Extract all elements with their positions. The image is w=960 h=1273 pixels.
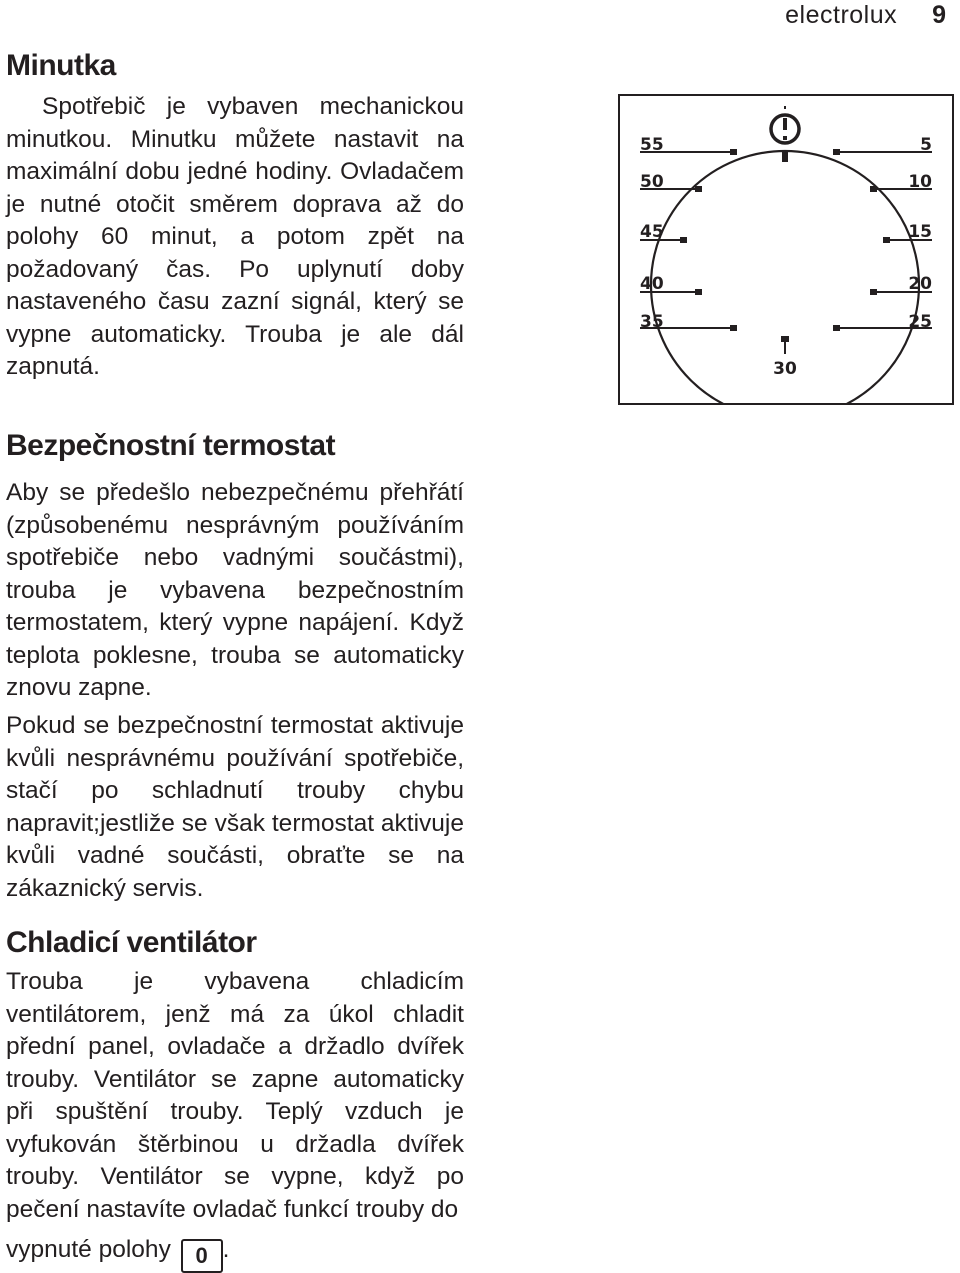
clock-icon xyxy=(771,106,799,162)
end-period: . xyxy=(222,1236,230,1263)
dial-tick-end-40 xyxy=(695,289,702,295)
page-number: 9 xyxy=(932,1,946,29)
dial-label-15: 15 xyxy=(908,222,932,242)
page-header xyxy=(785,0,946,30)
dial-tick-end-15 xyxy=(883,237,890,243)
dial-tick-end-55 xyxy=(730,149,737,155)
dial-label-40: 40 xyxy=(640,274,664,294)
dial-tick-end-5 xyxy=(833,149,840,155)
dial-label-30: 30 xyxy=(773,359,797,379)
dial-tick-end-10 xyxy=(870,186,877,192)
cooling-fan-last-line xyxy=(6,1234,229,1273)
dial-tick-end-25 xyxy=(833,325,840,331)
dial-label-20: 20 xyxy=(908,274,932,294)
dial-tick-end-20 xyxy=(870,289,877,295)
dial-label-25: 25 xyxy=(908,312,932,332)
dial-label-45: 45 xyxy=(640,222,664,242)
off-position-text: vypnuté polohy xyxy=(6,1236,171,1263)
cooling-fan-description: Trouba je vybavena chladicím ventilátorem, jenž má za úkol chladit přední panel, ovladače a držadlo dvířek trouby. Ventilátor se zapne automaticky při spuštění trouby. Teplý vzduch je vyfukován štěrbinou u držadla dvířek trouby. Ventilátor se vypne, když po pečení nastavíte ovladač funkcí trouby do xyxy=(6,968,464,1223)
brand-name: electrolux xyxy=(785,1,898,29)
dial-label-5: 5 xyxy=(920,135,932,155)
off-symbol-box: 0 xyxy=(181,1239,223,1273)
dial-label-35: 35 xyxy=(640,312,664,332)
section-title-timer: Minutka xyxy=(6,49,116,82)
dial-mark-30 xyxy=(781,336,789,354)
timer-description: Spotřebič je vybaven mechanickou minutkou. Minutku můžete nastavit na maximální dobu jedné hodiny. Ovladačem je nutné otočit směrem doprava až do polohy 60 minut, a potom zpět na požadovaný čas. Po uplynutí doby nastaveného času zazní signál, který se vypne automaticky. Trouba je ale dál zapnutá. xyxy=(6,93,464,380)
safety-thermostat-paragraph-2: Pokud se bezpečnostní termostat aktivuje kvůli nesprávnému používání spotřebiče, stačí po schladnutí trouby chybu napravit;jestliže se však termostat aktivuje kvůli vadné součásti, obraťte se na zákaznický servis. xyxy=(6,712,464,902)
timer-dial-illustration xyxy=(618,94,954,405)
dial-tick-end-45 xyxy=(680,237,687,243)
timer-dial-svg xyxy=(620,96,952,403)
dial-tick-end-50 xyxy=(695,186,702,192)
dial-label-10: 10 xyxy=(908,172,932,192)
safety-thermostat-paragraph-1: Aby se předešlo nebezpečnému přehřátí (způsobenému nesprávným používáním spotřebiče nebo vadnými součástmi), trouba je vybavena bezpečnostním termostatem, který vypne napájení. Když teplota poklesne, trouba se automaticky znovu zapne. xyxy=(6,479,464,701)
section-title-safety-thermostat: Bezpečnostní termostat xyxy=(6,429,336,462)
dial-label-55: 55 xyxy=(640,135,664,155)
section-title-cooling-fan: Chladicí ventilátor xyxy=(6,926,257,959)
dial-tick-end-35 xyxy=(730,325,737,331)
dial-label-50: 50 xyxy=(640,172,664,192)
